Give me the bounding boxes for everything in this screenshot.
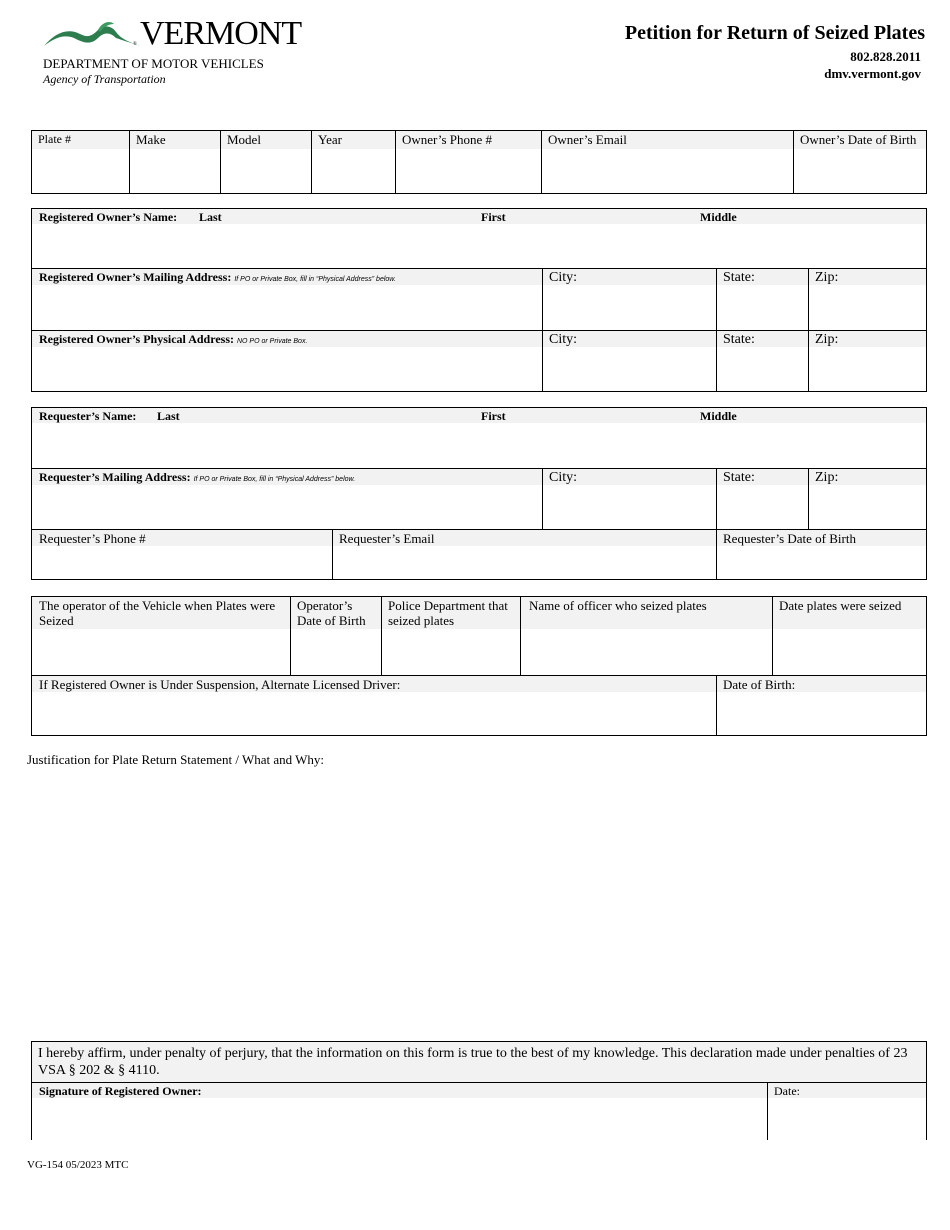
requester-zip-field[interactable] (808, 468, 926, 529)
affirmation-section (31, 1041, 927, 1140)
logo-wordmark: VERMONT (140, 15, 302, 52)
phone-number: 802.828.2011 (850, 49, 921, 64)
owner-physical-state-label: State: (717, 331, 808, 347)
owner-mailing-city-field[interactable] (542, 268, 716, 330)
owner-physical-note: NO PO or Private Box. (236, 338, 308, 345)
owner-physical-city-field[interactable] (542, 330, 716, 391)
justification-label: Justification for Plate Return Statement / What and Why: (27, 752, 325, 767)
requester-middle-label: Middle (700, 409, 737, 423)
requester-zip-label: Zip: (809, 469, 926, 485)
operator-field[interactable] (32, 597, 290, 675)
owner-phone-label: Owner’s Phone # (396, 131, 541, 149)
requester-name-header (32, 408, 926, 423)
owner-mailing-header: Registered Owner’s Mailing Address: If PO or Private Box, fill in “Physical Address” below. (32, 269, 542, 285)
requester-email-label: Requester’s Email (333, 530, 716, 546)
owner-mailing-zip-field[interactable] (808, 268, 926, 330)
owner-middle-label: Middle (700, 210, 737, 224)
vehicle-info-table (31, 130, 927, 194)
seizure-info-table (31, 596, 927, 736)
requester-city-label: City: (543, 469, 716, 485)
requester-last-label: Last (157, 409, 180, 423)
form-code: VG-154 05/2023 MTC (27, 1159, 129, 1171)
requester-mailing-label: Requester’s Mailing Address (39, 470, 187, 484)
owner-email-label: Owner’s Email (542, 131, 793, 149)
model-label: Model (221, 131, 311, 149)
owner-physical-zip-field[interactable] (808, 330, 926, 391)
owner-physical-header (32, 331, 542, 347)
justification-text-area[interactable] (27, 772, 925, 1027)
owner-physical-state-field[interactable] (716, 330, 808, 391)
officer-name-label: Name of officer who seized plates (521, 597, 772, 629)
owner-name-field[interactable] (32, 209, 926, 268)
owner-physical-label: Registered Owner’s Physical Address: (39, 332, 234, 346)
owner-mailing-label: Registered Owner’s Mailing Address (39, 270, 228, 284)
owner-physical-city-label: City: (543, 331, 716, 347)
owner-dob-label: Owner’s Date of Birth (794, 131, 926, 149)
requester-email-field[interactable] (332, 529, 716, 579)
vermont-mountain-logo-icon (42, 18, 142, 52)
requester-phone-field[interactable] (32, 529, 332, 579)
alternate-driver-field[interactable] (32, 675, 716, 735)
owner-last-label: Last (199, 210, 222, 224)
owner-mailing-city-label: City: (543, 269, 716, 285)
owner-email-field[interactable] (541, 131, 793, 193)
date-seized-label: Date plates were seized (773, 597, 926, 629)
requester-dob-field[interactable] (716, 529, 926, 579)
owner-name-label: Registered Owner’s Name: (39, 210, 178, 224)
owner-dob-field[interactable] (793, 131, 926, 193)
requester-mailing-note: If PO or Private Box, fill in “Physical Address” below. (193, 476, 356, 483)
requester-dob-label: Requester’s Date of Birth (717, 530, 926, 546)
agency-name: Agency of Transportation (43, 72, 166, 86)
requester-state-field[interactable] (716, 468, 808, 529)
registered-mark: ® (133, 42, 137, 47)
requester-name-label: Requester’s Name: (39, 409, 137, 423)
department-name: DEPARTMENT OF MOTOR VEHICLES (43, 56, 264, 71)
plate-label: Plate # (32, 131, 129, 149)
year-label: Year (312, 131, 395, 149)
requester-table (31, 407, 927, 580)
requester-city-field[interactable] (542, 468, 716, 529)
alternate-driver-dob-label: Date of Birth: (717, 676, 926, 692)
signature-date-label: Date: (768, 1083, 926, 1098)
owner-mailing-state-label: State: (717, 269, 808, 285)
requester-phone-label: Requester’s Phone # (32, 530, 332, 546)
owner-physical-zip-label: Zip: (809, 331, 926, 347)
alternate-driver-label: If Registered Owner is Under Suspension, Alternate Licensed Driver: (32, 676, 716, 692)
date-seized-field[interactable] (772, 597, 926, 675)
requester-state-label: State: (717, 469, 808, 485)
owner-physical-address-field[interactable] (32, 330, 542, 391)
police-dept-label: Police Department that seized plates (382, 597, 520, 629)
make-field[interactable] (129, 131, 220, 193)
requester-mailing-address-field[interactable] (32, 468, 542, 529)
operator-dob-label: Operator’s Date of Birth (291, 597, 381, 629)
requester-first-label: First (481, 409, 506, 423)
requester-mailing-header: Requester’s Mailing Address: If PO or Private Box, fill in “Physical Address” below. (32, 469, 542, 485)
owner-mailing-address-field[interactable] (32, 268, 542, 330)
police-dept-field[interactable] (381, 597, 520, 675)
owner-mailing-note: If PO or Private Box, fill in “Physical Address” below. (234, 276, 396, 283)
operator-label: The operator of the Vehicle when Plates were Seized (32, 597, 290, 629)
website: dmv.vermont.gov (824, 66, 921, 81)
signature-field[interactable] (32, 1083, 767, 1140)
signature-label: Signature of Registered Owner: (32, 1083, 767, 1098)
year-field[interactable] (311, 131, 395, 193)
plate-field[interactable] (32, 131, 129, 193)
owner-name-header (32, 209, 926, 224)
owner-phone-field[interactable] (395, 131, 541, 193)
owner-first-label: First (481, 210, 506, 224)
officer-name-field[interactable] (520, 597, 772, 675)
signature-date-field[interactable] (767, 1083, 926, 1140)
model-field[interactable] (220, 131, 311, 193)
make-label: Make (130, 131, 220, 149)
owner-mailing-state-field[interactable] (716, 268, 808, 330)
affirmation-statement: I hereby affirm, under penalty of perjury, that the information on this form is true to the best of my knowledge. This declaration made under penalties of 23 VSA § 202 & § 4110. (32, 1042, 926, 1083)
owner-mailing-zip-label: Zip: (809, 269, 926, 285)
page-title: Petition for Return of Seized Plates (624, 22, 925, 44)
registered-owner-table (31, 208, 927, 392)
alternate-driver-dob-field[interactable] (716, 675, 926, 735)
requester-name-field[interactable] (32, 408, 926, 468)
operator-dob-field[interactable] (290, 597, 381, 675)
